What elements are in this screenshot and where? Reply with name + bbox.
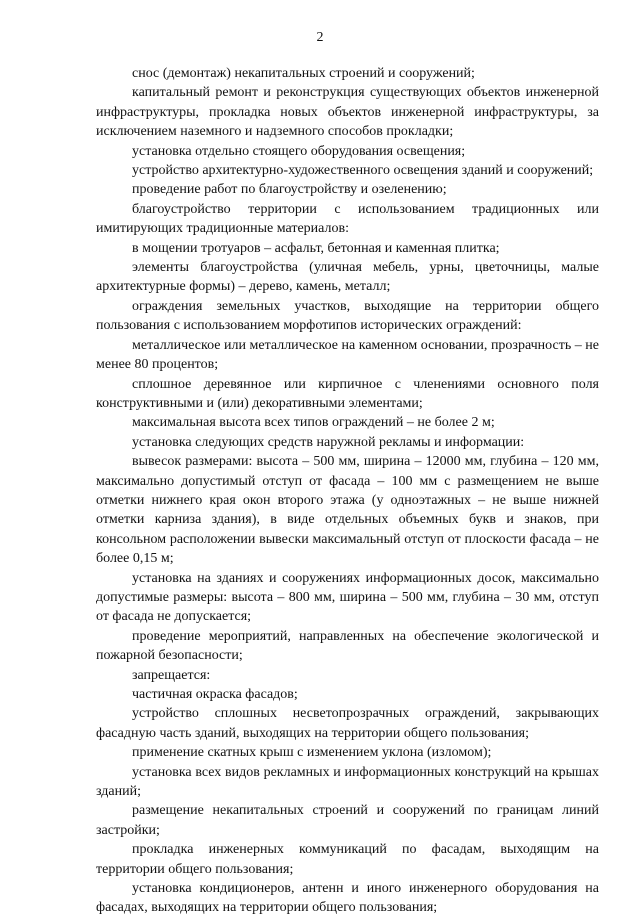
paragraph: установка отдельно стоящего оборудования освещения; [132,143,466,159]
paragraph: проведение работ по благоустройству и озеленению; [132,182,447,198]
paragraph: установка всех видов рекламных и информационных конструкций на крышах зданий; [96,764,599,800]
paragraph: установка кондиционеров, антенн и иного инженерного оборудования на фасадах, выходящих на территории общего пользования; [96,881,599,916]
paragraph: элементы благоустройства (уличная мебель, урны, цветочницы, малые архитектурные формы) – дерево, камень, металл; [96,260,599,295]
paragraph: прокладка инженерных коммуникаций по фасадам, выходящим на территории общего пользования; [96,842,599,877]
paragraph: устройство сплошных несветопрозрачных ограждений, закрывающих фасадную часть зданий, выходящих на территории общего пользования; [96,706,599,741]
paragraph: устройство архитектурно-художественного освещения зданий и сооружений; [132,163,594,179]
paragraph: капитальный ремонт и реконструкция существующих объектов инженерной инфраструктуры, прокладка новых объектов инженерной инфраструктуры, за исключением наземного и надземного способов прокладки; [96,85,599,140]
paragraph: металлическое или металлическое на каменном основании, прозрачность – не менее 80 процентов; [96,337,599,373]
document-body [96,64,599,918]
paragraph: снос (демонтаж) некапитальных строений и сооружений; [132,66,475,81]
paragraph: частичная окраска фасадов; [132,687,298,702]
paragraph: применение скатных крыш с изменением уклона (изломом); [132,745,492,761]
paragraph: ограждения земельных участков, выходящие на территории общего пользования с использованием морфотипов исторических ограждений: [96,298,599,334]
paragraph: установка на зданиях и сооружениях информационных досок, максимально допустимые размеры: высота – 800 мм, ширина – 500 мм, глубина – 30 мм, отступ от фасада не допускается; [96,570,599,625]
paragraph: размещение некапитальных строений и сооружений по границам линий застройки; [96,803,599,838]
paragraph: благоустройство территории с использованием традиционных или имитирующих традиционные материалов: [96,201,599,237]
paragraph: сплошное деревянное или кирпичное с членениями основного поля конструктивными и (или) декоративными элементами; [96,376,599,411]
paragraph: вывесок размерами: высота – 500 мм, ширина – 12000 мм, глубина – 120 мм, максимально допустимый отступ от фасада – 100 мм с размещением не выше отметки нижнего края окон второго этажа (у одноэтажных – не выше нижней отметки карниза здания), в виде отдельных объемных букв и знаков, при консольном расположении вывески максимальный отступ от плоскости фасада – не более 0,15 м; [96,454,599,567]
paragraph: запрещается: [132,667,211,683]
paragraph: проведение мероприятий, направленных на обеспечение экологической и пожарной безопасности; [96,628,599,664]
paragraph: установка следующих средств наружной рекламы и информации: [132,434,525,450]
page-number: 2 [316,30,324,45]
paragraph: максимальная высота всех типов ограждений – не более 2 м; [132,415,495,431]
paragraph: в мощении тротуаров – асфальт, бетонная и каменная плитка; [132,240,500,256]
